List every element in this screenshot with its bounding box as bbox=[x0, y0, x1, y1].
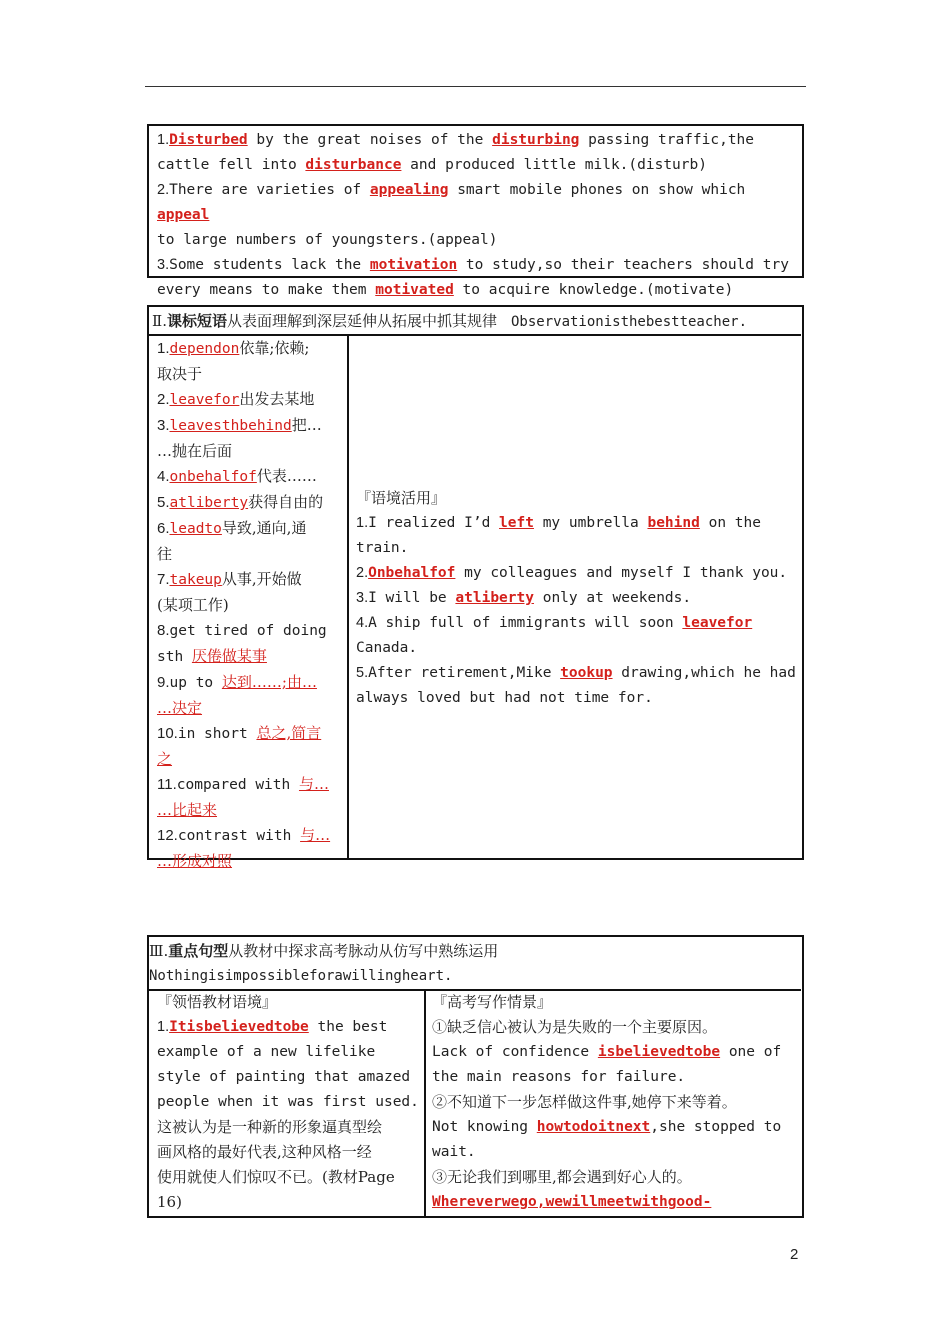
answer: …形成对照 bbox=[157, 852, 233, 870]
text: every means to make them bbox=[157, 282, 376, 298]
answer: 与… bbox=[300, 826, 331, 844]
text: to acquire knowledge.(motivate) bbox=[453, 282, 734, 298]
num: 9. bbox=[157, 674, 170, 691]
phrase-11-cont bbox=[157, 798, 345, 823]
answer-3 bbox=[432, 1190, 800, 1215]
text: sth bbox=[157, 649, 192, 665]
text: by the great noises of the bbox=[247, 132, 493, 148]
num: 2. bbox=[356, 565, 369, 581]
textbook-context bbox=[157, 990, 422, 1215]
phrase-12 bbox=[157, 823, 345, 849]
answer: tookup bbox=[560, 665, 613, 681]
num: 2. bbox=[157, 182, 170, 198]
meaning: 代表…… bbox=[256, 467, 317, 485]
answer: …比起来 bbox=[157, 801, 218, 819]
num: 6. bbox=[157, 520, 170, 537]
text: to large numbers of youngsters.(appeal) bbox=[157, 232, 498, 248]
divider bbox=[424, 989, 426, 1217]
text: ,she stopped to bbox=[650, 1119, 782, 1135]
phrases-header bbox=[152, 309, 802, 335]
exam-writing bbox=[432, 990, 800, 1215]
answer-1 bbox=[432, 1040, 800, 1065]
answer: 总之,简言 bbox=[256, 724, 322, 742]
num: 3. bbox=[157, 257, 170, 273]
num: 2. bbox=[157, 391, 170, 408]
prompt-3: ③无论我们到哪里,都会遇到好心人的。 bbox=[432, 1168, 692, 1186]
answer: behind bbox=[647, 515, 700, 531]
answer: Whereverwego,wewillmeetwithgood- bbox=[432, 1194, 712, 1210]
phrase-7-cont: (某项工作) bbox=[157, 596, 229, 614]
meaning: 从事,开始做 bbox=[221, 570, 302, 588]
phrase-8 bbox=[157, 618, 345, 644]
text: There are varieties of bbox=[169, 182, 370, 198]
answer-1-cont: the main reasons for failure. bbox=[432, 1069, 686, 1085]
context-practice bbox=[356, 486, 796, 711]
answer: 达到……;由… bbox=[221, 673, 317, 691]
phrase-6 bbox=[157, 516, 345, 542]
answer: leadto bbox=[169, 521, 222, 537]
answer: 厌倦做某事 bbox=[191, 647, 267, 665]
num: 3. bbox=[157, 417, 170, 434]
section-subtitle: 从教材中探求高考脉动从仿写中熟练运用 bbox=[228, 942, 499, 960]
phrase-1 bbox=[157, 336, 345, 362]
phrase-10 bbox=[157, 721, 345, 747]
meaning: 导致,通向,通 bbox=[221, 519, 307, 537]
text: compared with bbox=[176, 777, 299, 793]
phrase-2 bbox=[157, 387, 345, 413]
answer: atliberty bbox=[169, 495, 249, 511]
answer: appeal bbox=[157, 207, 210, 223]
phrase-11 bbox=[157, 772, 345, 798]
left-title: 『领悟教材语境』 bbox=[157, 993, 278, 1011]
text: I realized I’d bbox=[368, 515, 500, 531]
sentence-2 bbox=[157, 178, 797, 228]
word-forms-text bbox=[157, 128, 797, 303]
page-number: 2 bbox=[790, 1246, 799, 1263]
context-5-cont: always loved but had not time for. bbox=[356, 690, 653, 706]
text: smart mobile phones on show which bbox=[448, 182, 746, 198]
text: drawing,which he had bbox=[612, 665, 796, 681]
answer: Disturbed bbox=[169, 132, 248, 148]
text: cattle fell into bbox=[157, 157, 306, 173]
num: 1. bbox=[157, 1019, 170, 1035]
num: 8. bbox=[157, 622, 170, 639]
sentence-1 bbox=[157, 128, 797, 153]
answer: motivated bbox=[375, 282, 454, 298]
example-translation: 16) bbox=[157, 1193, 182, 1211]
text: Some students lack the bbox=[169, 257, 370, 273]
right-title: 『高考写作情景』 bbox=[432, 993, 553, 1011]
context-5 bbox=[356, 661, 796, 686]
patterns-header bbox=[149, 939, 801, 989]
text: only at weekends. bbox=[533, 590, 692, 606]
answer: disturbing bbox=[492, 132, 580, 148]
text: I will be bbox=[368, 590, 456, 606]
phrases-box bbox=[147, 305, 804, 870]
phrase-8-cont bbox=[157, 644, 345, 670]
num: 10. bbox=[157, 725, 178, 742]
answer: …决定 bbox=[157, 699, 203, 717]
sentence-1-cont bbox=[157, 153, 797, 178]
phrase-4 bbox=[157, 464, 345, 490]
meaning: 依靠;依赖; bbox=[239, 339, 310, 357]
num: 5. bbox=[157, 494, 170, 511]
num: 12. bbox=[157, 827, 178, 844]
phrase-6-cont: 往 bbox=[157, 545, 173, 563]
sentence-3 bbox=[157, 253, 797, 278]
context-4 bbox=[356, 611, 796, 636]
example-1 bbox=[157, 1015, 422, 1040]
example-translation: 使用就使人们惊叹不已。(教材Page bbox=[157, 1168, 395, 1186]
phrase-3 bbox=[157, 413, 345, 439]
example-line: people when it was first used. bbox=[157, 1094, 419, 1110]
phrase-9 bbox=[157, 670, 345, 696]
context-1 bbox=[356, 511, 796, 536]
answer: howtodoitnext bbox=[536, 1119, 651, 1135]
answer: atliberty bbox=[455, 590, 534, 606]
phrase-10-cont bbox=[157, 747, 345, 772]
divider bbox=[347, 334, 349, 858]
example-translation: 画风格的最好代表,这种风格一经 bbox=[157, 1143, 372, 1161]
section-number: Ⅲ. bbox=[149, 942, 169, 960]
num: 4. bbox=[356, 615, 369, 631]
sentence-2-cont bbox=[157, 228, 797, 253]
context-2 bbox=[356, 561, 796, 586]
answer-2-cont: wait. bbox=[432, 1144, 476, 1160]
sentence-patterns-box bbox=[147, 935, 804, 1218]
text: my colleagues and myself I thank you. bbox=[455, 565, 788, 581]
text: and produced little milk.(disturb) bbox=[401, 157, 707, 173]
phrase-1-cont: 取决于 bbox=[157, 365, 203, 383]
answer: leavesthbehind bbox=[169, 418, 292, 434]
answer: 之 bbox=[157, 750, 173, 768]
answer: takeup bbox=[169, 572, 222, 588]
text: one of bbox=[720, 1044, 782, 1060]
num: 1. bbox=[356, 515, 369, 531]
answer: Itisbelievedtobe bbox=[169, 1019, 309, 1035]
context-4-cont: Canada. bbox=[356, 640, 418, 656]
answer: left bbox=[499, 515, 534, 531]
answer-2 bbox=[432, 1115, 800, 1140]
context-3 bbox=[356, 586, 796, 611]
answer: onbehalfof bbox=[169, 469, 257, 485]
answer: appealing bbox=[369, 182, 449, 198]
text: to study,so their teachers should try bbox=[457, 257, 789, 273]
prompt-1: ①缺乏信心被认为是失败的一个主要原因。 bbox=[432, 1018, 718, 1036]
section-motto: Observationisthebestteacher. bbox=[511, 314, 748, 330]
section-motto: Nothingisimpossibleforawillingheart. bbox=[149, 968, 453, 984]
num: 1. bbox=[157, 340, 170, 357]
context-1-cont: train. bbox=[356, 540, 409, 556]
text: Not knowing bbox=[432, 1119, 537, 1135]
text: Lack of confidence bbox=[432, 1044, 598, 1060]
phrase-12-cont bbox=[157, 849, 345, 874]
text: get tired of doing bbox=[169, 623, 327, 639]
header-rule bbox=[145, 86, 806, 87]
meaning: 获得自由的 bbox=[248, 493, 324, 511]
text: in short bbox=[177, 726, 257, 742]
phrase-5 bbox=[157, 490, 345, 516]
text: contrast with bbox=[177, 828, 301, 844]
meaning: 把… bbox=[291, 416, 322, 434]
context-title: 『语境活用』 bbox=[356, 489, 447, 507]
word-forms-box bbox=[147, 124, 804, 298]
num: 11. bbox=[157, 776, 177, 793]
example-translation: 这被认为是一种新的形象逼真型绘 bbox=[157, 1118, 383, 1136]
text: on the bbox=[699, 515, 761, 531]
num: 7. bbox=[157, 571, 170, 588]
answer: leavefor bbox=[682, 615, 753, 631]
meaning: 出发去某地 bbox=[239, 390, 315, 408]
phrase-3-cont: …抛在后面 bbox=[157, 442, 233, 460]
example-line: example of a new lifelike bbox=[157, 1044, 376, 1060]
answer: isbelievedtobe bbox=[597, 1044, 721, 1060]
text: After retirement,Mike bbox=[368, 665, 561, 681]
sentence-3-cont bbox=[157, 278, 797, 303]
answer: 与… bbox=[298, 775, 329, 793]
num: 1. bbox=[157, 132, 170, 148]
answer: disturbance bbox=[305, 157, 402, 173]
answer: motivation bbox=[369, 257, 458, 273]
text: passing traffic,the bbox=[579, 132, 755, 148]
text: the best bbox=[308, 1019, 388, 1035]
phrase-list bbox=[157, 336, 345, 874]
answer: Onbehalfof bbox=[368, 565, 456, 581]
section-number: Ⅱ. bbox=[152, 312, 167, 330]
num: 4. bbox=[157, 468, 170, 485]
section-heading: 重点句型 bbox=[168, 942, 229, 960]
num: 5. bbox=[356, 665, 369, 681]
section-subtitle: 从表面理解到深层延伸从拓展中抓其规律 bbox=[226, 312, 497, 330]
phrase-9-cont bbox=[157, 696, 345, 721]
section-heading: 课标短语 bbox=[166, 312, 227, 330]
text: my umbrella bbox=[533, 515, 648, 531]
prompt-2: ②不知道下一步怎样做这件事,她停下来等着。 bbox=[432, 1093, 737, 1111]
num: 3. bbox=[356, 590, 369, 606]
answer: dependon bbox=[169, 341, 240, 357]
answer: leavefor bbox=[169, 392, 240, 408]
text: up to bbox=[169, 675, 222, 691]
text: A ship full of immigrants will soon bbox=[368, 615, 683, 631]
example-line: style of painting that amazed bbox=[157, 1069, 411, 1085]
phrase-7 bbox=[157, 567, 345, 593]
